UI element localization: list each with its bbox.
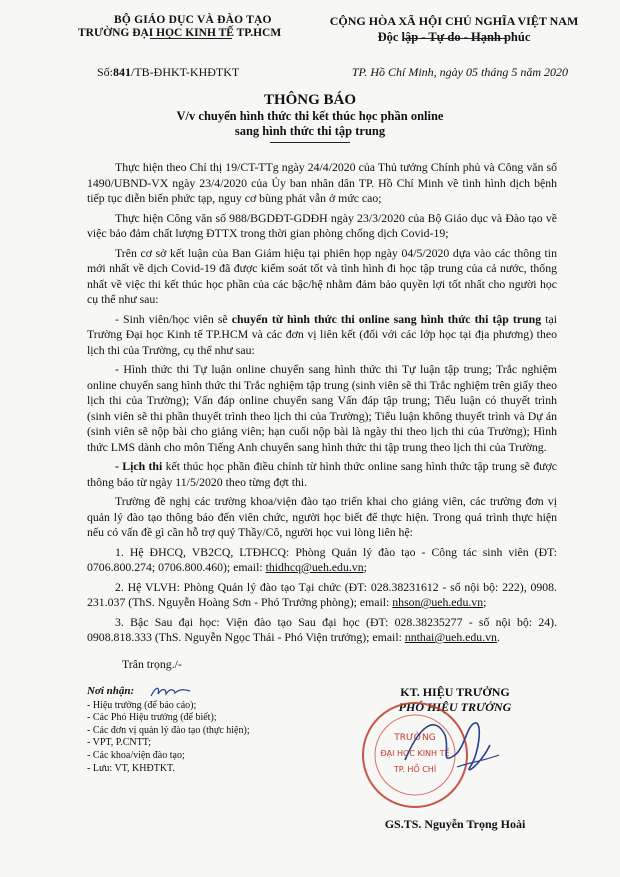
- contact-2-email[interactable]: nhson@ueh.edu.vn: [392, 595, 484, 609]
- recipients-title: Nơi nhận:: [87, 685, 135, 697]
- contact-3-text: 3. Bậc Sau đại học: Viện đào tạo Sau đại học (ĐT: 028.38235277 - số nội bộ: 24). 0908.818.333 (ThS. Nguyễn Ngọc Thái - Phó Viện trưởng); email:: [87, 614, 557, 644]
- doc-number-suffix: /TB-ĐHKT-KHĐTKT: [131, 65, 240, 79]
- schedule-label: - Lịch thi: [115, 459, 163, 473]
- national-motto: Độc lập - Tự do - Hạnh phúc: [377, 30, 531, 44]
- recipients-list: [87, 685, 347, 775]
- university-name: TRƯỜNG ĐẠI HỌC KINH TẾ TP.HCM: [78, 27, 282, 39]
- contact-3-end: .: [496, 630, 500, 644]
- closing-salutation: Trân trọng./-: [122, 657, 182, 671]
- contact-2-text: 2. Hệ VLVH: Phòng Quản lý đào tạo Tại chức (ĐT: 028.38231612 - số nội bộ: 222), 0908. 231.037 (ThS. Nguyễn Hoàng Sơn - Phó Trưởng phòng); email:: [87, 579, 557, 609]
- title-divider: [270, 142, 350, 143]
- document-number: [97, 65, 239, 80]
- exam-change-lead: - Sinh viên/học viên sẽ: [115, 311, 232, 326]
- paragraph-ministry-letter: Thực hiện Công văn số 988/BGDĐT-GDĐH ngày 23/3/2020 của Bộ Giáo dục và Đào tạo về việc bảo đảm chất lượng ĐTTX trong thời gian phòng chống dịch Covid-19;: [87, 210, 557, 240]
- title-main: THÔNG BÁO: [263, 92, 357, 108]
- contact-1-end: ;: [363, 560, 367, 574]
- recipient-item: - Các đơn vị quản lý đào tạo (thực hiện);: [87, 724, 250, 736]
- signature-title: PHÓ HIỆU TRƯỞNG: [398, 700, 512, 714]
- recipient-item: - Hiệu trưởng (để báo cáo);: [87, 699, 197, 711]
- header-divider-left: [150, 38, 232, 39]
- contact-2-end: ;: [483, 595, 487, 609]
- seal-text-2: ĐẠI HỌC KINH TẾ: [380, 749, 450, 758]
- recipient-item: - Các Phó Hiệu trưởng (để biết);: [87, 712, 217, 724]
- title-subject-line2: sang hình thức thi tập trung: [234, 124, 386, 138]
- contact-item-1: [87, 545, 557, 576]
- document-date: TP. Hồ Chí Minh, ngày 05 tháng 5 năm 2020: [351, 65, 568, 79]
- contact-item-2: [87, 580, 557, 611]
- doc-number-value: 841: [113, 65, 132, 79]
- schedule-detail: kết thúc học phần điều chỉnh từ hình thức online sang hình thức tập trung sẽ được thông báo từ ngày 11/5/2020 theo từng đợt thi.: [87, 459, 557, 489]
- contact-1-text: 1. Hệ ĐHCQ, VB2CQ, LTĐHCQ: Phòng Quản lý đào tạo - Công tác sinh viên (ĐT: 0706.800.274; 0706.800.460); email:: [87, 544, 557, 574]
- recipient-item: - Các khoa/viện đào tạo;: [87, 749, 185, 761]
- country-name: CỘNG HÒA XÃ HỘI CHỦ NGHĨA VIỆT NAM: [329, 14, 579, 28]
- paragraph-exam-formats: - Hình thức thi Tự luận online chuyển sang hình thức thi Tự luận tập trung; Trắc nghiệm online chuyển sang hình thức thi Trắc nghiệm tập trung (sinh viên sẽ thi Trắc nghiệm trên giấy theo lịch thi của Trường); Vấn đáp online chuyển sang Vấn đáp tập trung; Tiểu luận có thuyết trình (sinh viên sẽ thi phần thuyết trình theo lịch thi của Trường); Tiểu luận không thuyết trình và Dự án (sinh viên sẽ nộp bài cho giảng viên; hạn cuối nộp bài là ngày thi theo lịch thi của Trường); Hình thức LMS dành cho môn Tiếng Anh chuyển sang hình thức thi tập trung theo lịch thi của Trường.: [87, 362, 557, 454]
- seal-text-3: TP. HỒ CHÍ: [393, 765, 437, 774]
- signer-name: GS.TS. Nguyễn Trọng Hoài: [384, 817, 526, 831]
- document-body: [87, 160, 557, 650]
- handwritten-signature-icon: [395, 705, 505, 785]
- title-subject-line1: V/v chuyển hình thức thi kết thúc học phần online: [176, 109, 444, 123]
- recipient-item: - VPT, P.CNTT;: [87, 737, 152, 749]
- paragraph-exam-change: [87, 312, 557, 359]
- paragraph-request: Trường đề nghị các trường khoa/viện đào tạo triển khai cho giảng viên, các trường đơn vị quản lý đào tạo thông báo đến viên chức, người học biết để thực hiện. Trong quá trình thực hiện nếu có vấn đề gì cần hỗ trợ quý Thầy/Cô, người học vui lòng liên hệ:: [87, 494, 557, 539]
- header-divider-right: [403, 38, 507, 39]
- paragraph-directive: Thực hiện theo Chỉ thị 19/CT-TTg ngày 24/4/2020 của Thủ tướng Chính phủ và Công văn số 1490/UBND-VX ngày 23/4/2020 của Ủy ban nhân dân TP. Hồ Chí Minh về tình hình dịch bệnh tiếp tục diễn biến phức tạp, nguy cơ bùng phát vẫn ở mức cao;: [87, 160, 557, 205]
- contact-item-3: [87, 615, 557, 646]
- signature-authority: KT. HIỆU TRƯỞNG: [400, 685, 510, 699]
- contact-3-email[interactable]: nnthai@ueh.edu.vn: [404, 630, 497, 644]
- seal-text-1: TRƯỜNG: [394, 733, 436, 743]
- recipient-item: - Lưu: VT, KHĐTKT.: [87, 762, 175, 774]
- doc-number-prefix: Số:: [97, 65, 114, 79]
- contact-1-email[interactable]: thidhcq@ueh.edu.vn: [265, 560, 364, 574]
- national-block: [318, 14, 590, 45]
- exam-change-detail: tại Trường Đại học Kinh tế TP.HCM và các đơn vị liên kết (đối với các lớp học tại địa phương) theo lịch thi của Trường, cụ thể như sau:: [87, 311, 557, 357]
- issuer-block: [78, 14, 318, 39]
- document-title: [0, 92, 620, 143]
- paragraph-conclusion: Trên cơ sở kết luận của Ban Giám hiệu tại phiên họp ngày 04/5/2020 dựa vào các thông tin mới nhất về dịch Covid-19 đã được kiểm soát tốt và tình hình đi học tập trung của cả nước, thống nhất về việc thi kết thúc học phần của các bậc/hệ nhằm đảm bảo quyền lợi tốt nhất cho người học cụ thể như sau:: [87, 245, 557, 306]
- exam-change-highlight: chuyển từ hình thức thi online sang hình thức thi tập trung: [231, 311, 542, 326]
- ministry-name: BỘ GIÁO DỤC VÀ ĐÀO TẠO: [114, 14, 272, 26]
- paragraph-schedule: [87, 459, 557, 490]
